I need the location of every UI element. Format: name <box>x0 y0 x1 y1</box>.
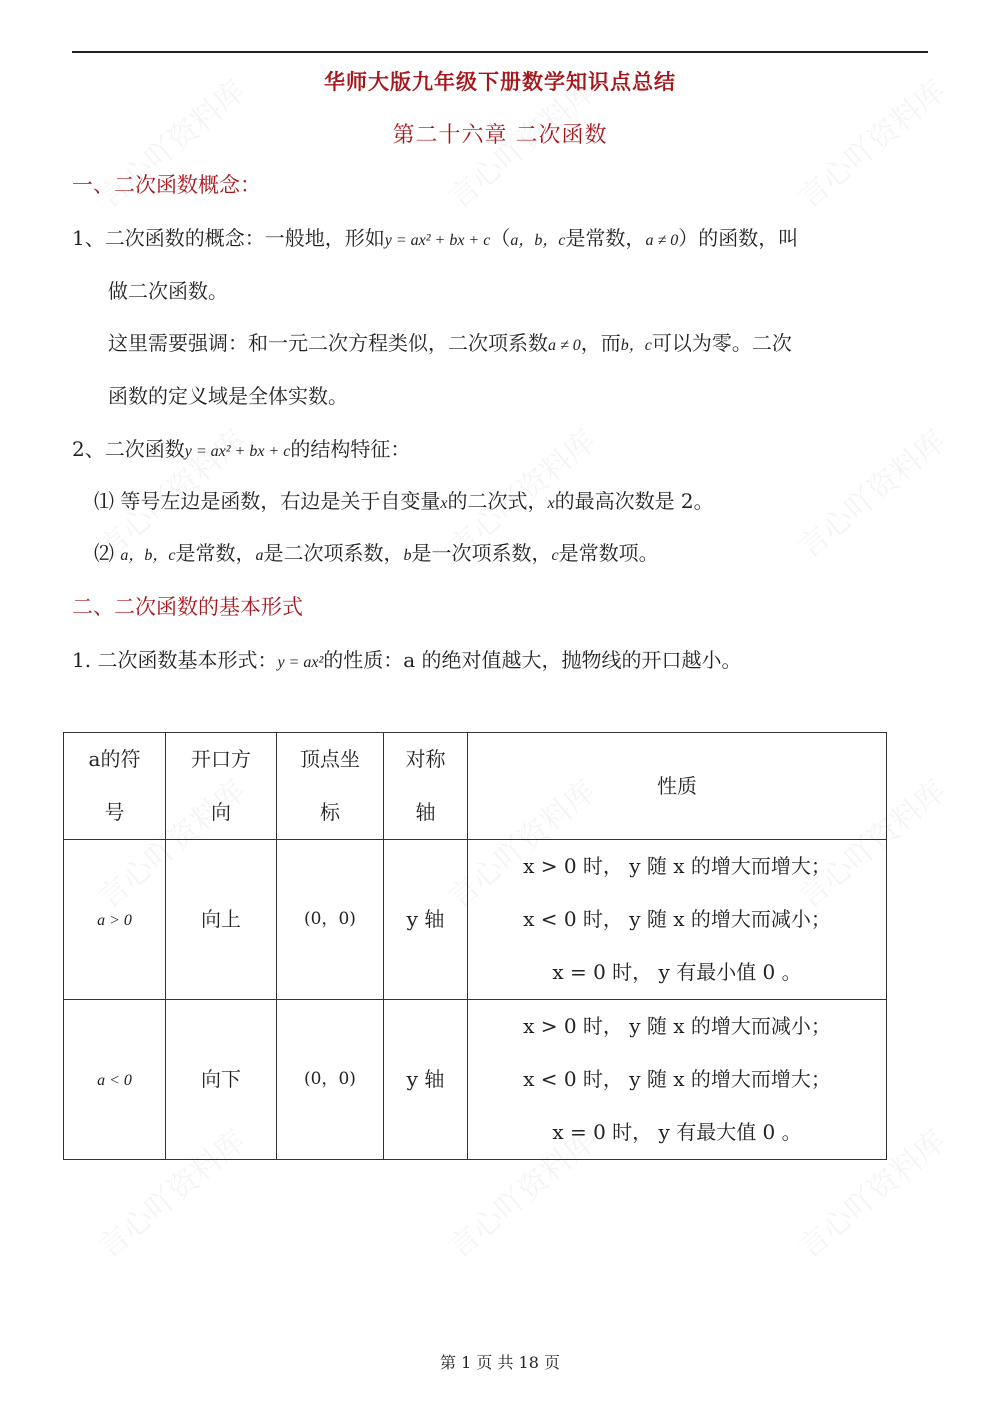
section-heading-1: 一、二次函数概念： <box>72 173 261 197</box>
cell-sign: a > 0 <box>64 840 166 1000</box>
cell-vertex: (0，0) <box>277 840 384 1000</box>
header-cell-sign: a的符 号 <box>64 733 166 840</box>
paragraph-structure: 2、二次函数y = ax² + bx + c的结构特征： <box>72 437 411 461</box>
cell-sign: a < 0 <box>64 1000 166 1160</box>
cell-vertex: (0，0) <box>277 1000 384 1160</box>
cell-properties: x > 0 时， y 随 x 的增大而增大； x < 0 时， y 随 x 的增大而减小； x = 0 时， y 有最小值 0 。 <box>468 840 887 1000</box>
page-footer: 第 1 页 共 18 页 <box>440 1353 560 1372</box>
section-heading-2: 二、二次函数的基本形式 <box>72 595 303 619</box>
paragraph-definition-cont: 做二次函数。 <box>108 279 228 303</box>
properties-table <box>63 732 887 1160</box>
header-cell-properties: 性质 <box>468 733 887 840</box>
header-cell-axis: 对称 轴 <box>384 733 468 840</box>
cell-properties: x > 0 时， y 随 x 的增大而减小； x < 0 时， y 随 x 的增大而增大； x = 0 时， y 有最大值 0 。 <box>468 1000 887 1160</box>
header-cell-vertex: 顶点坐 标 <box>277 733 384 840</box>
chapter-title: 第二十六章 二次函数 <box>392 123 608 148</box>
header-cell-direction: 开口方 向 <box>166 733 277 840</box>
paragraph-basic-form: 1. 二次函数基本形式：y = ax²的性质：a 的绝对值越大，抛物线的开口越小。 <box>72 648 742 672</box>
paragraph-emphasis: 这里需要强调：和一元二次方程类似，二次项系数a ≠ 0，而b，c可以为零。二次 <box>108 331 792 355</box>
cell-axis: y 轴 <box>384 1000 468 1160</box>
document-title: 华师大版九年级下册数学知识点总结 <box>324 69 676 94</box>
cell-direction: 向下 <box>166 1000 277 1160</box>
paragraph-definition: 1、二次函数的概念：一般地，形如y = ax² + bx + c（a，b，c是常数，a ≠ 0）的函数，叫 <box>72 226 799 250</box>
table-row <box>64 840 887 1000</box>
watermark-text <box>787 417 953 566</box>
table-row <box>64 1000 887 1160</box>
table-header-row <box>64 733 887 840</box>
cell-axis: y 轴 <box>384 840 468 1000</box>
cell-direction: 向上 <box>166 840 277 1000</box>
structure-point-1: ⑴ 等号左边是函数，右边是关于自变量x的二次式，x的最高次数是 2。 <box>94 489 714 513</box>
structure-point-2: ⑵ a，b，c是常数，a是二次项系数，b是一次项系数，c是常数项。 <box>94 541 659 565</box>
paragraph-emphasis-cont: 函数的定义域是全体实数。 <box>108 384 348 408</box>
header-rule <box>72 51 928 53</box>
